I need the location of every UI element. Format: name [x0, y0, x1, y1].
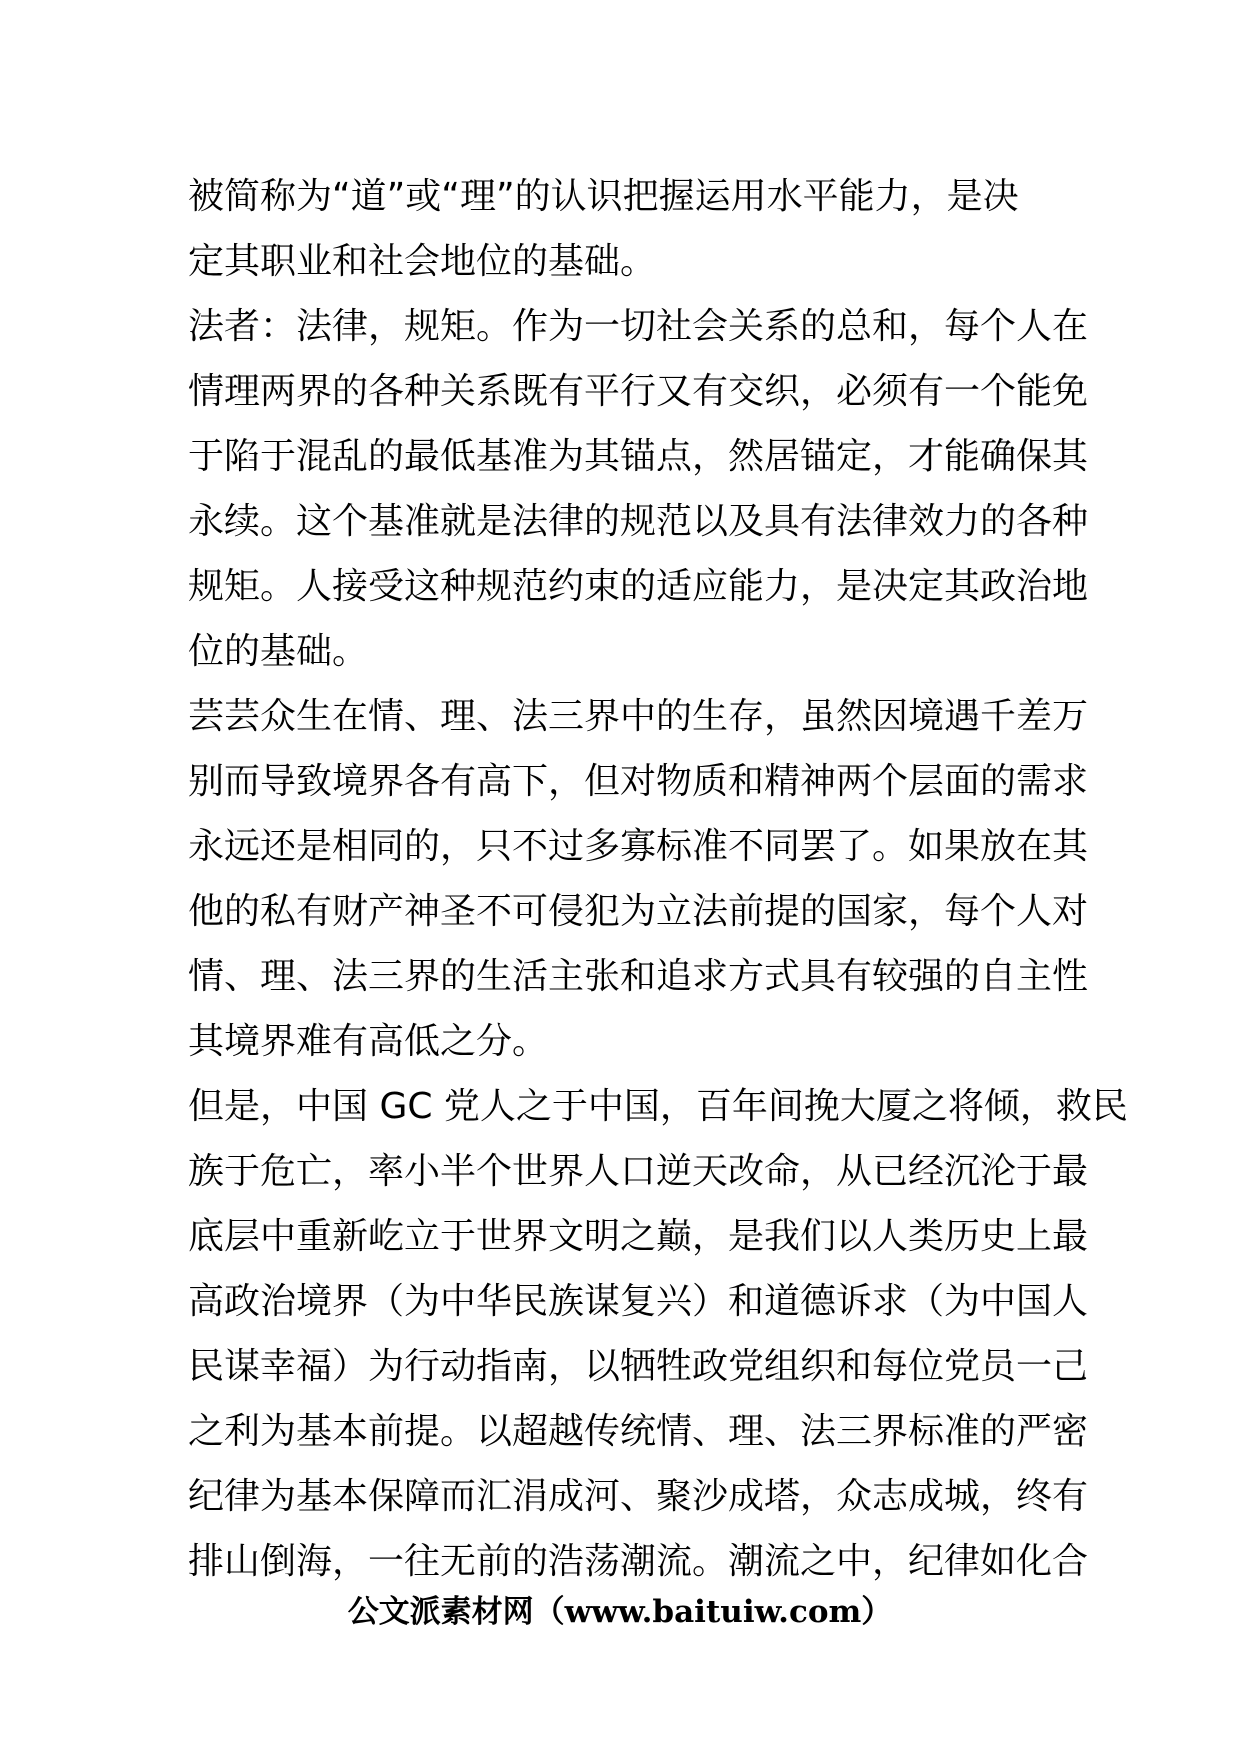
text-line: 永远还是相同的，只不过多寡标准不同罢了。如果放在其 [188, 826, 1089, 867]
text-line: 其境界难有高低之分。 [188, 1021, 549, 1062]
text-line: 民谋幸福）为行动指南，以牺牲政党组织和每位党员一己 [188, 1346, 1089, 1387]
text-line: 法者：法律，规矩。作为一切社会关系的总和，每个人在 [188, 306, 1089, 347]
footer-watermark: 公文派素材网（www.baituiw.com） [347, 1594, 893, 1630]
text-line: 永续。这个基准就是法律的规范以及具有法律效力的各种 [188, 501, 1089, 542]
text-line: 于陷于混乱的最低基准为其锚点，然居锚定，才能确保其 [188, 436, 1089, 477]
text-line: 芸芸众生在情、理、法三界中的生存，虽然因境遇千差万 [188, 696, 1089, 737]
text-line: 纪律为基本保障而汇涓成河、聚沙成塔，众志成城，终有 [188, 1476, 1089, 1517]
text-line: 之利为基本前提。以超越传统情、理、法三界标准的严密 [188, 1411, 1089, 1452]
text-line: 情、理、法三界的生活主张和追求方式具有较强的自主性 [188, 956, 1089, 997]
text-line: 高政治境界（为中华民族谋复兴）和道德诉求（为中国人 [188, 1281, 1089, 1322]
text-line: 规矩。人接受这种规范约束的适应能力，是决定其政治地 [188, 566, 1089, 607]
text-line: 但是，中国 GC 党人之于中国，百年间挽大厦之将倾，救民 [188, 1086, 1128, 1127]
text-line: 定其职业和社会地位的基础。 [188, 241, 657, 282]
text-line: 底层中重新屹立于世界文明之巅，是我们以人类历史上最 [188, 1216, 1089, 1257]
text-line: 排山倒海，一往无前的浩荡潮流。潮流之中，纪律如化合 [188, 1541, 1089, 1582]
text-line: 位的基础。 [188, 631, 369, 672]
text-line: 情理两界的各种关系既有平行又有交织，必须有一个能免 [188, 371, 1089, 412]
text-line: 被简称为“道”或“理”的认识把握运用水平能力，是决 [188, 176, 1019, 217]
document-body [188, 164, 1128, 1594]
text-line: 族于危亡，率小半个世界人口逆天改命，从已经沉沦于最 [188, 1151, 1089, 1192]
text-line: 他的私有财产神圣不可侵犯为立法前提的国家，每个人对 [188, 891, 1089, 932]
text-line: 别而导致境界各有高下，但对物质和精神两个层面的需求 [188, 761, 1089, 802]
